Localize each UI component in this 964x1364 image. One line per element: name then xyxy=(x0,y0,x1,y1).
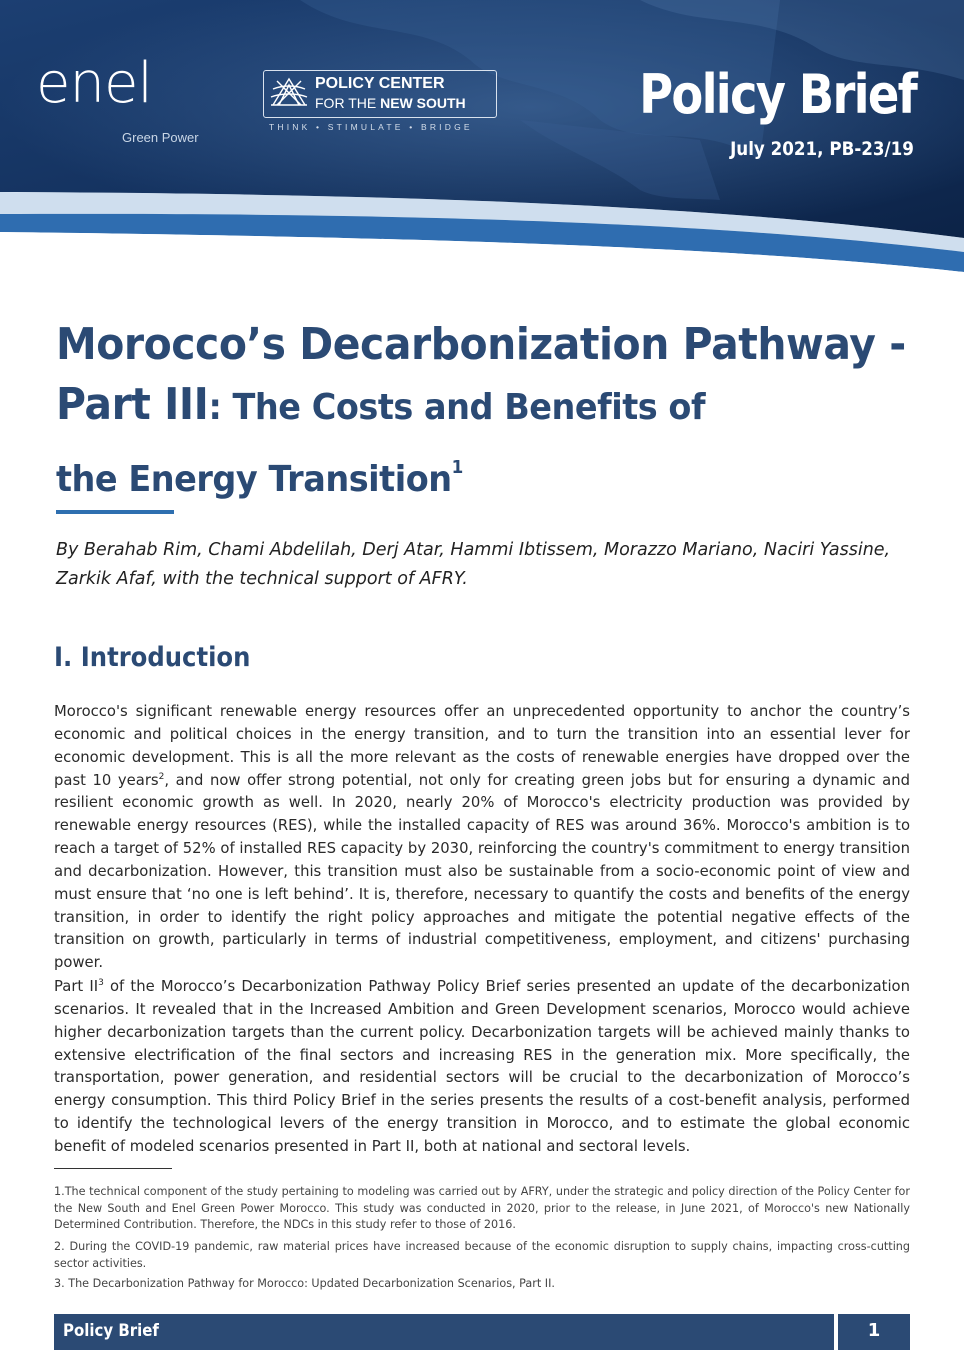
footnote-3: 3. The Decarbonization Pathway for Morocco: Updated Decarbonization Scenarios, Part II. xyxy=(54,1277,555,1290)
intro-paragraph-2: Part $II^3$ of the Morocco’s Decarbonization Pathway Policy Brief series presented an update of the decarbonization scenarios. It revealed that in the Increased Ambition and Green Development scenarios, Morocco would achieve higher decarbonization targets than the current policy. Decarbonization targets will be achieved mainly thanks to extensive electrification of the final sectors and increasing RES in the generation mix. More specifically, the transportation, power generation, and residential sectors will be crucial to the decarbonization of Morocco’s energy consumption. This third Policy Brief in the series presents the results of a cost-benefit analysis, performed to identify the technological levers of the energy transition in Morocco, and to estimate the global economic benefit of modeled scenarios presented in Part II, both at national and sectoral levels. xyxy=(54,978,910,1155)
enel-green-power-logo xyxy=(36,52,216,152)
footnote-separator xyxy=(54,1168,172,1169)
enel-wordmark: enel xyxy=(36,51,152,116)
footnote-ref-2[interactable]: 2 xyxy=(158,771,165,782)
title-line-1: Morocco’s Decarbonization Pathway - xyxy=(56,319,906,370)
intro-paragraph-1: Morocco's significant renewable energy resources offer an unprecedented opportunity to anchor the country’s economic and political choices in the energy transition, and to turn the transition into an essential lever for economic development. This is all the more relevant as the costs of renewable energies have dropped over the past 10 years$^2$, and now offer strong potential, not only for creating green jobs but for ensuring a dynamic and resilient economic growth as well. In 2020, nearly 20% of Morocco's electricity production was provided by renewable energy resources (RES), while the installed capacity of RES was around 36%. Morocco's ambition is to reach a target of 52% of installed RES capacity by 2030, reinforcing the country's commitment to energy transition and decarbonization. However, this transition must also be sustainable from a socio-economic point of view and must ensure that ‘no one is left behind’. It is, therefore, necessary to quantify the costs and benefits of the energy transition, in order to identify the right policy approaches and mitigate the potential negative effects of the transition on growth, particularly in terms of industrial competitiveness, employment, and citizens' purchasing power. xyxy=(54,703,911,972)
title-line-3: the Energy Transition$^1$ xyxy=(56,457,463,500)
authors-byline: By Berahab Rim, Chami Abdelilah, Derj Atar, Hammi Ibtissem, Morazzo Mariano, Naciri Yassine, Zarkik Afaf, with the technical support of AFRY. xyxy=(56,540,891,589)
page-number: 1 xyxy=(867,1320,881,1341)
title-underline xyxy=(56,510,174,514)
publication-date-code: July 2021, PB-23/19 xyxy=(730,138,914,160)
footer-bar xyxy=(54,1314,834,1350)
policy-center-line1: POLICY CENTER xyxy=(315,75,445,92)
policy-center-line2: FOR THE NEW SOUTH xyxy=(315,95,466,111)
document-type-title: Policy Brief xyxy=(638,63,916,126)
footnote-2: 2. During the COVID-19 pandemic, raw material prices have increased because of the economic disruption to supply chains, impacting cross-cutting sector activities. xyxy=(54,1240,910,1270)
section-heading-introduction: I. Introduction xyxy=(54,642,251,673)
enel-subtitle: Green Power xyxy=(122,130,199,145)
page-number-box xyxy=(838,1314,910,1350)
footer-label: Policy Brief xyxy=(63,1321,159,1341)
header-banner xyxy=(0,0,964,280)
title-line-2: Part III: The Costs and Benefits of xyxy=(56,379,706,430)
globe-grid-icon xyxy=(269,75,309,111)
footnote-1: 1.The technical component of the study pertaining to modeling was carried out by AFRY, under the strategic and policy direction of the Policy Center for the New South and Enel Green Power Morocco. This study was conducted in 2020, prior to the release, in June 2021, of Morocco's new Nationally Determined Contribution. Therefore, the NDCs in this study refer to those of 2016. xyxy=(54,1185,910,1232)
document-title xyxy=(56,316,926,509)
policy-center-tagline: THINK • STIMULATE • BRIDGE xyxy=(269,122,473,132)
footnote-ref-1[interactable]: 1 xyxy=(451,457,463,478)
policy-center-logo xyxy=(263,70,499,134)
footnote-ref-3[interactable]: 3 xyxy=(98,978,104,989)
